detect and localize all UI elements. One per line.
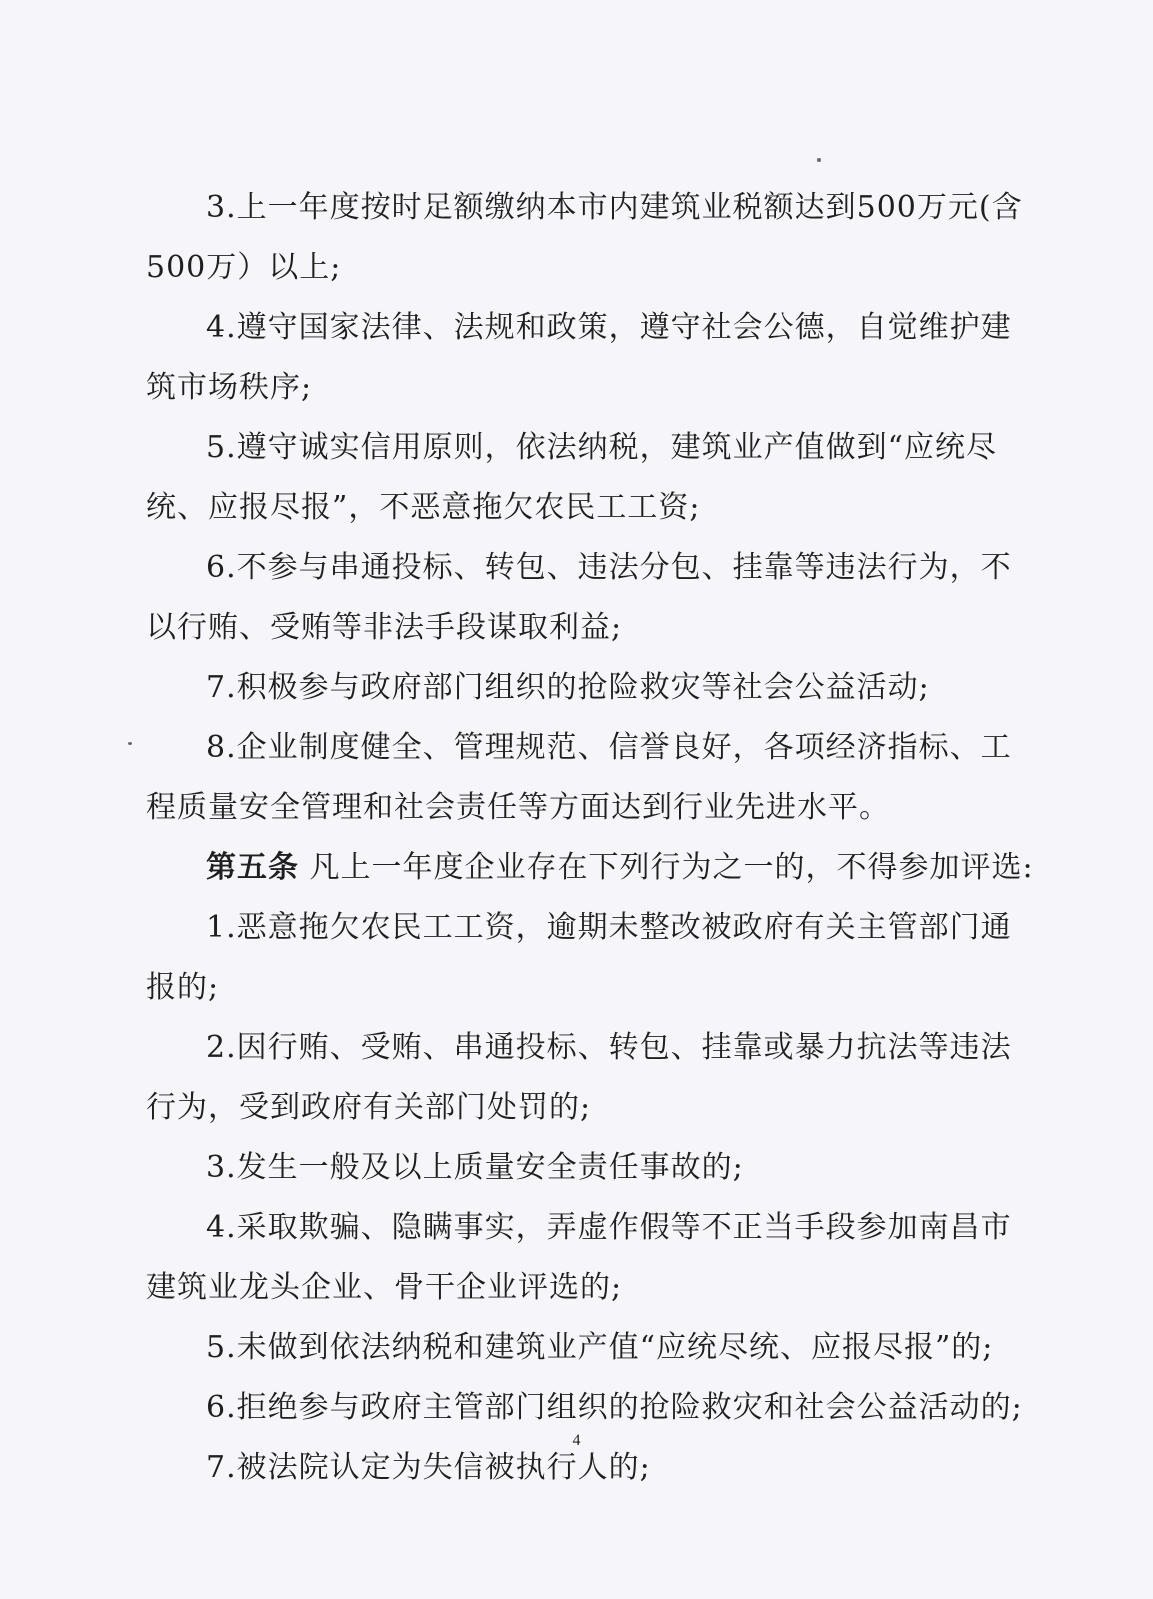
article-heading: 第五条 [206,850,299,885]
scan-speck [128,742,132,745]
text-line: 7.积极参与政府部门组织的抢险救灾等社会公益活动; [206,670,930,705]
scan-speck [817,158,821,162]
text-line: 6.拒绝参与政府主管部门组织的抢险救灾和社会公益活动的; [206,1390,1023,1425]
text-line: 3.上一年度按时足额缴纳本市内建筑业税额达到500万元(含 [206,190,1023,225]
text-line: 500万）以上; [146,250,342,285]
text-line: 筑市场秩序; [146,370,313,405]
document-body [146,178,1034,1498]
text-line: 7.被法院认定为失信被执行人的; [206,1450,651,1485]
text-line: 行为，受到政府有关部门处罚的; [146,1090,592,1125]
text-line: 8.企业制度健全、管理规范、信誉良好，各项经济指标、工 [206,730,1012,765]
text-line: 1.恶意拖欠农民工工资，逾期未整改被政府有关主管部门通 [206,910,1012,945]
text-line: 5.未做到依法纳税和建筑业产值“应统尽统、应报尽报”的; [206,1330,994,1365]
text-line: 以行贿、受贿等非法手段谋取利益; [146,610,623,645]
text-line: 2.因行贿、受贿、串通投标、转包、挂靠或暴力抗法等违法 [206,1030,1012,1065]
text-line: 统、应报尽报”，不恶意拖欠农民工工资; [146,490,701,525]
text-line: 5.遵守诚实信用原则，依法纳税，建筑业产值做到“应统尽 [206,430,997,465]
article-intro: 凡上一年度企业存在下列行为之一的，不得参加评选: [299,850,1034,885]
text-line: 报的; [146,970,220,1005]
text-line: 4.遵守国家法律、法规和政策，遵守社会公德，自觉维护建 [206,310,1012,345]
page-number: 4 [572,1432,581,1449]
article-5-line [146,838,1034,898]
text-line: 3.发生一般及以上质量安全责任事故的; [206,1150,744,1185]
text-line: 程质量安全管理和社会责任等方面达到行业先进水平。 [146,790,890,825]
text-line: 建筑业龙头企业、骨干企业评选的; [146,1270,623,1305]
text-line: 6.不参与串通投标、转包、违法分包、挂靠等违法行为，不 [206,550,1012,585]
text-line: 4.采取欺骗、隐瞒事实，弄虚作假等不正当手段参加南昌市 [206,1210,1012,1245]
